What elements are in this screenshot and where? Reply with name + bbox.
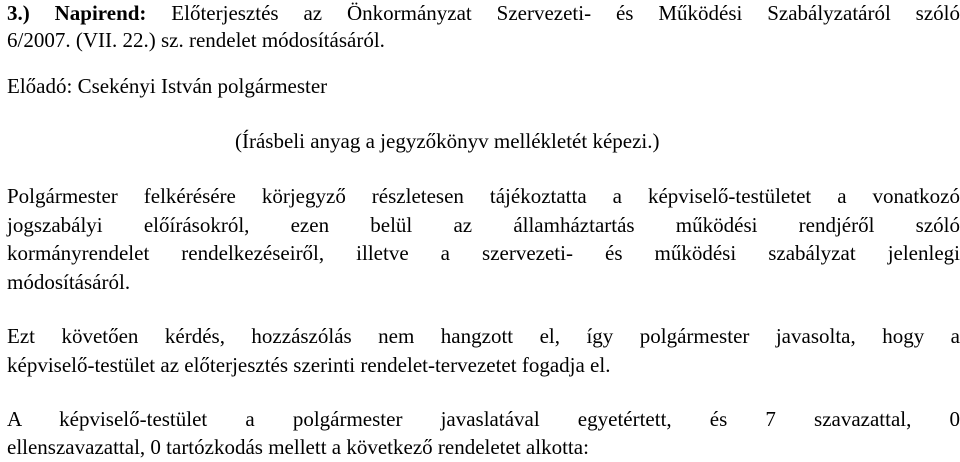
paragraph-1-line-3: kormányrendelet rendelkezéseiről, illetve a szervezeti- és működési szabályzat jelenlegi <box>7 241 960 265</box>
paragraph-1-line-1: Polgármester felkérésére körjegyző részletesen tájékoztatta a képviselő-testületet a vonatkozó <box>7 184 960 208</box>
agenda-heading-line-1 <box>7 0 960 26</box>
agenda-title-line-2: 6/2007. (VII. 22.) sz. rendelet módosításáról. <box>7 28 385 52</box>
paragraph-3-line-1: A képviselő-testület a polgármester javaslatával egyetértett, és 7 szavazattal, 0 <box>7 407 960 431</box>
attachment-note: (Írásbeli anyag a jegyzőkönyv mellékletét képezi.) <box>235 129 660 153</box>
paragraph-3-line-2: ellenszavazattal, 0 tartózkodás mellett a következő rendeletet alkotta: <box>7 435 589 459</box>
agenda-title: Előterjesztés az Önkormányzat Szervezeti- és Működési Szabályzatáról szóló <box>171 1 960 25</box>
agenda-number: 3.) <box>7 1 30 25</box>
agenda-label: Napirend: <box>54 1 147 25</box>
paragraph-2-line-2: képviselő-testület az előterjesztés szerinti rendelet-tervezetet fogadja el. <box>7 353 611 377</box>
paragraph-1-line-2: jogszabályi előírásokról, ezen belül az államháztartás működési rendjéről szóló <box>7 213 960 237</box>
presenter-line: Előadó: Csekényi István polgármester <box>7 74 328 98</box>
paragraph-2-line-1: Ezt követően kérdés, hozzászólás nem hangzott el, így polgármester javasolta, hogy a <box>7 324 960 348</box>
paragraph-1-line-4: módosításáról. <box>7 270 131 294</box>
